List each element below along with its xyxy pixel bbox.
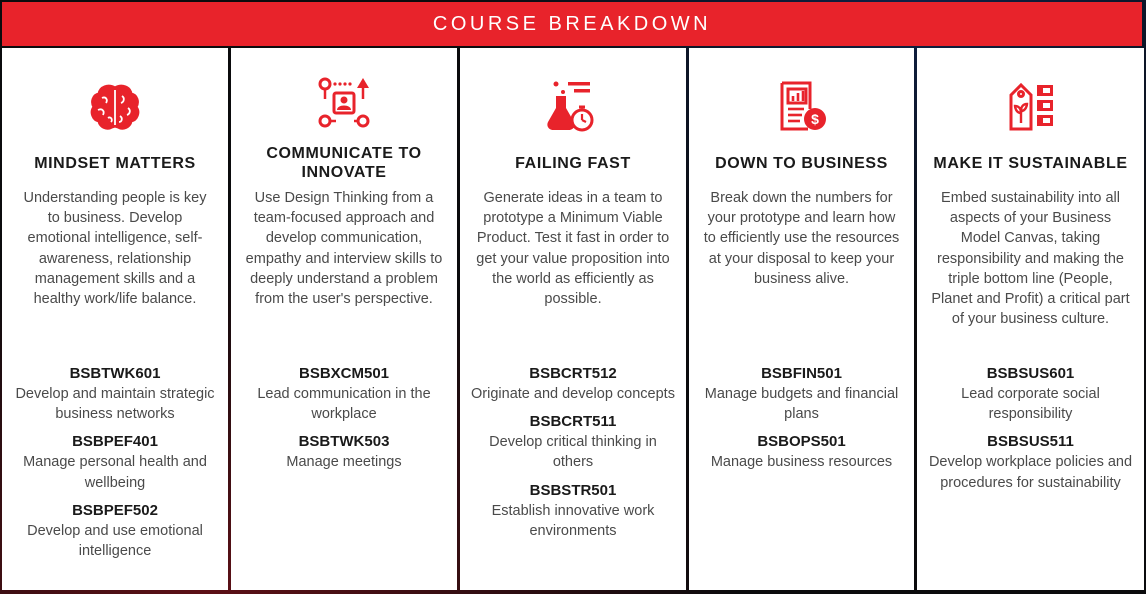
column-mindset [2,48,228,590]
column-title: COMMUNICATE TO INNOVATE [266,145,422,181]
unit-code: BSBPEF401 [72,433,158,451]
unit-code: BSBXCM501 [298,365,390,382]
sustainable-tag-icon [917,72,1144,142]
unit-code: BSBOPS501 [757,433,846,451]
unit-code: BSBTWK503 [298,433,390,451]
unit-name: Manage personal health and wellbeing [23,454,207,491]
unit-name: Manage budgets and financial plans [704,386,899,423]
unit-name: Develop and use emotional intelligence [27,522,203,560]
unit-name: Originate and develop concepts [471,386,675,402]
unit-name: Develop and maintain strategic business networks [15,386,215,423]
column-communicate [231,48,457,590]
brain-icon [2,72,228,142]
column-description: Break down the numbers for your prototype and learn how to efficiently use the resources at your disposal to keep your business alive. [703,190,900,287]
unit-code: BSBCRT512 [529,365,617,382]
unit-list [697,364,906,481]
flask-timer-icon [460,72,686,142]
unit-list [925,364,1136,501]
unit-code: BSBSTR501 [529,481,617,499]
column-description: Understanding people is key to business. Develop emotional intelligence, self-awareness, relationship management skills and a healthy work/life balance. [23,190,207,308]
unit-code: BSBPEF502 [72,501,158,519]
column-description: Embed sustainability into all aspects of your Business Model Canvas, taking responsibility and making the triple bottom line (People, Planet and Profit) a critical part of your business culture. [931,190,1130,328]
unit-code: BSBCRT511 [529,413,617,431]
column-description: Use Design Thinking from a team-focused approach and develop communication, empathy and interview skills to deeply understand a problem from the user's perspective. [245,190,443,308]
unit-name: Lead corporate social responsibility [961,386,1100,423]
banner-title: COURSE BREAKDOWN [432,12,712,35]
unit-name: Manage business resources [710,454,893,471]
unit-list [468,364,678,549]
unit-code: BSBTWK601 [69,365,161,382]
column-title: FAILING FAST [515,155,631,172]
unit-name: Manage meetings [286,454,402,471]
column-title: MINDSET MATTERS [34,155,196,172]
communication-network-icon [231,68,457,138]
unit-code: BSBFIN501 [761,365,842,382]
course-columns [2,48,1144,590]
unit-name: Lead communication in the workplace [257,386,431,423]
column-make-it-sustainable [917,48,1144,590]
column-title: DOWN TO BUSINESS [715,155,888,172]
unit-list [239,364,449,481]
financial-report-icon [689,72,914,142]
column-title: MAKE IT SUSTAINABLE [933,155,1128,172]
unit-name: Establish innovative work environments [491,502,655,539]
column-down-to-business [689,48,914,590]
svg-text:$: $ [810,111,819,127]
column-description: Generate ideas in a team to prototype a Minimum Viable Product. Test it fast in order to get your value proposition into the world as efficiently as possible. [476,190,670,308]
unit-code: BSBSUS511 [987,433,1074,451]
unit-list [10,364,220,569]
unit-code: BSBSUS601 [986,365,1075,382]
unit-name: Develop workplace policies and procedures for sustainability [928,454,1133,491]
unit-name: Develop critical thinking in others [489,434,657,471]
banner [2,2,1142,46]
column-failing-fast [460,48,686,590]
